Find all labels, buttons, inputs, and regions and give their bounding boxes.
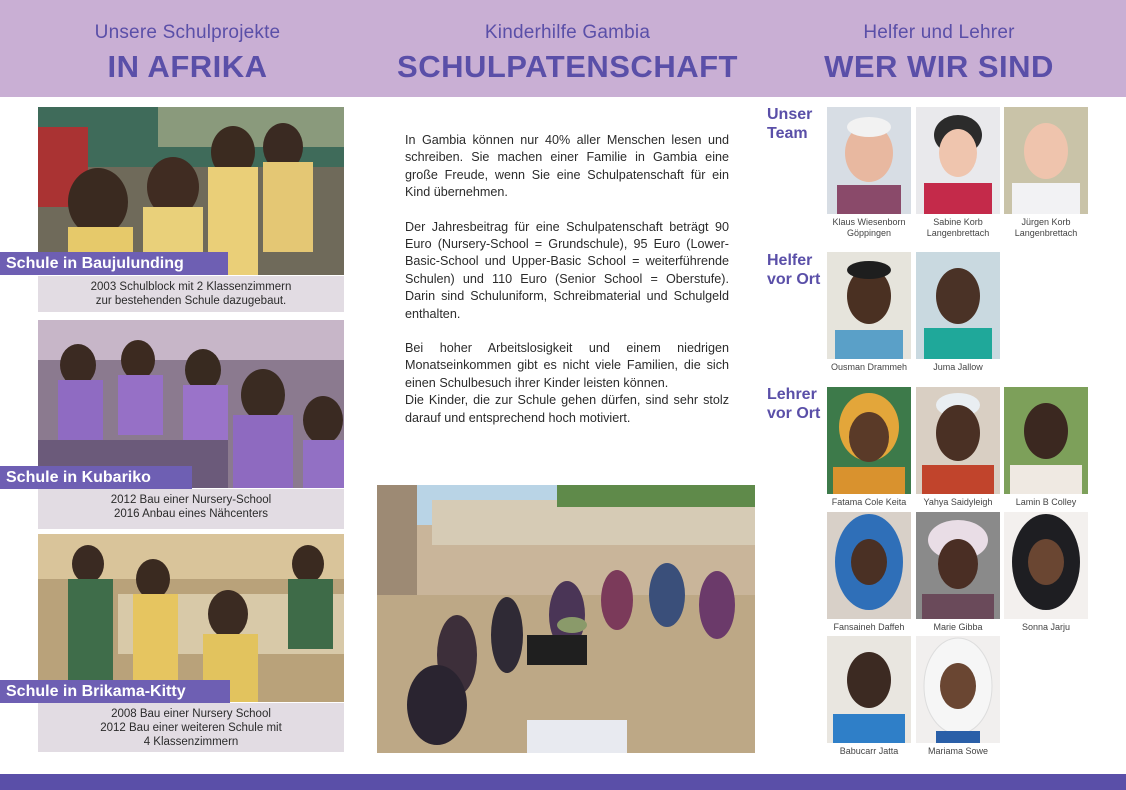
person-name: Klaus Wiesenborn [832, 217, 906, 227]
school-photo-kubariko [38, 320, 344, 488]
portrait [916, 512, 1000, 619]
person-fatama-cole-keita [827, 387, 911, 508]
person-name: Sonna Jarju [1021, 622, 1071, 632]
portrait [1004, 512, 1088, 619]
person-name: Fansaineh Daffeh [833, 622, 905, 632]
school-caption-kubariko [38, 489, 344, 529]
person-name: Lamin B Colley [1015, 497, 1077, 507]
header-title: IN AFRIKA [107, 49, 268, 84]
school-caption-baujulunding [38, 276, 344, 312]
person-lamin-b-colley [1004, 387, 1088, 508]
school-label-kubariko: Schule in Kubariko [0, 466, 192, 489]
header-col-sponsorship [380, 0, 755, 97]
school-photo-brikama-kitty [38, 534, 344, 702]
person-name: Marie Gibba [933, 622, 983, 632]
person-klaus-wiesenborn [827, 107, 911, 239]
caption-line: 2016 Anbau eines Nähcenters [113, 508, 269, 520]
person-place: Langenbrettach [1014, 228, 1078, 238]
person-mariama-sowe [916, 636, 1000, 757]
header-subtitle: Helfer und Lehrer [863, 22, 1015, 43]
portrait [916, 636, 1000, 743]
header-band [0, 0, 1126, 97]
portrait [827, 636, 911, 743]
person-name: Sabine Korb [933, 217, 983, 227]
group-title-line: vor Ort [767, 271, 821, 288]
header-title: WER WIR SIND [824, 49, 1054, 84]
header-subtitle: Kinderhilfe Gambia [484, 22, 651, 43]
school-label-brikama-kitty: Schule in Brikama-Kitty [0, 680, 230, 703]
header-col-projects [0, 0, 375, 97]
portrait [916, 252, 1000, 359]
person-name: Fatama Cole Keita [831, 497, 907, 507]
group-title-line: Lehrer [767, 386, 817, 403]
group-title-teachers [767, 385, 820, 423]
portrait [1004, 107, 1088, 214]
footer-band [0, 774, 1126, 790]
school-caption-brikama-kitty [38, 703, 344, 752]
person-name: Juma Jallow [933, 362, 983, 372]
person-juma-jallow [916, 252, 1000, 373]
person-babucarr-jatta [827, 636, 911, 757]
portrait [916, 107, 1000, 214]
person-name: Babucarr Jatta [839, 746, 899, 756]
portrait [827, 107, 911, 214]
header-col-about [752, 0, 1126, 97]
person-ousman-drammeh [827, 252, 911, 373]
header-title: SCHULPATENSCHAFT [397, 49, 738, 84]
person-yahya-saidyleigh [916, 387, 1000, 508]
school-photo-baujulunding [38, 107, 344, 275]
school-label-baujulunding: Schule in Baujulunding [0, 252, 228, 275]
group-title-line: Team [767, 125, 808, 142]
portrait [827, 387, 911, 494]
header-subtitle: Unsere Schulprojekte [94, 22, 281, 43]
group-title-line: vor Ort [767, 405, 821, 422]
paragraph-intro: In Gambia können nur 40% aller Menschen lesen und schreiben. Sie machen einer Familie in Gambia eine große Freude, wenn Sie eine Schulpatenschaft für ein Kind übernehmen. [405, 133, 729, 200]
person-juergen-korb [1004, 107, 1088, 239]
paragraph-motivation: Die Kinder, die zur Schule gehen dürfen, sind sehr stolz darauf und entsprechend hoch motiviert. [405, 393, 729, 425]
person-fansaineh-daffeh [827, 512, 911, 633]
group-title-line: Helfer [767, 252, 813, 269]
caption-line: 2003 Schulblock mit 2 Klassenzimmern [90, 281, 292, 293]
paragraph-unemployment: Bei hoher Arbeitslosigkeit und einem niedrigen Monatseinkommen gibt es nicht viele Familien, die sich einen Schulbesuch ihrer Kinder leisten können. [405, 341, 729, 390]
gathering-photo [377, 485, 755, 753]
person-name: Yahya Saidyleigh [923, 497, 993, 507]
person-place: Langenbrettach [926, 228, 990, 238]
person-marie-gibba [916, 512, 1000, 633]
person-name: Ousman Drammeh [830, 362, 908, 372]
caption-line: 4 Klassenzimmern [143, 736, 239, 748]
group-title-line: Unser [767, 106, 813, 123]
group-title-helpers [767, 251, 820, 289]
caption-line: 2012 Bau einer Nursery-School [110, 494, 272, 506]
portrait [916, 387, 1000, 494]
caption-line: 2008 Bau einer Nursery School [111, 708, 271, 720]
portrait [827, 252, 911, 359]
paragraph-fees: Der Jahresbeitrag für eine Schulpatenschaft beträgt 90 Euro (Nursery-School = Grundschule), 95 Euro (Lower-Basic-School und Upper-Basic School = weiterführende Schulen) und 110 Euro (Senior School = Oberstufe). Darin sind Schuluniform, Schreibmaterial und Schulgeld enthalten. [405, 219, 729, 321]
person-place: Göppingen [846, 228, 892, 238]
person-name: Jürgen Korb [1021, 217, 1071, 227]
sponsorship-text [405, 132, 729, 427]
person-sonna-jarju [1004, 512, 1088, 633]
person-sabine-korb [916, 107, 1000, 239]
portrait [827, 512, 911, 619]
caption-line: 2012 Bau einer weiteren Schule mit [100, 722, 282, 734]
group-title-team [767, 105, 812, 143]
person-name: Mariama Sowe [927, 746, 989, 756]
portrait [1004, 387, 1088, 494]
caption-line: zur bestehenden Schule dazugebaut. [95, 295, 287, 307]
